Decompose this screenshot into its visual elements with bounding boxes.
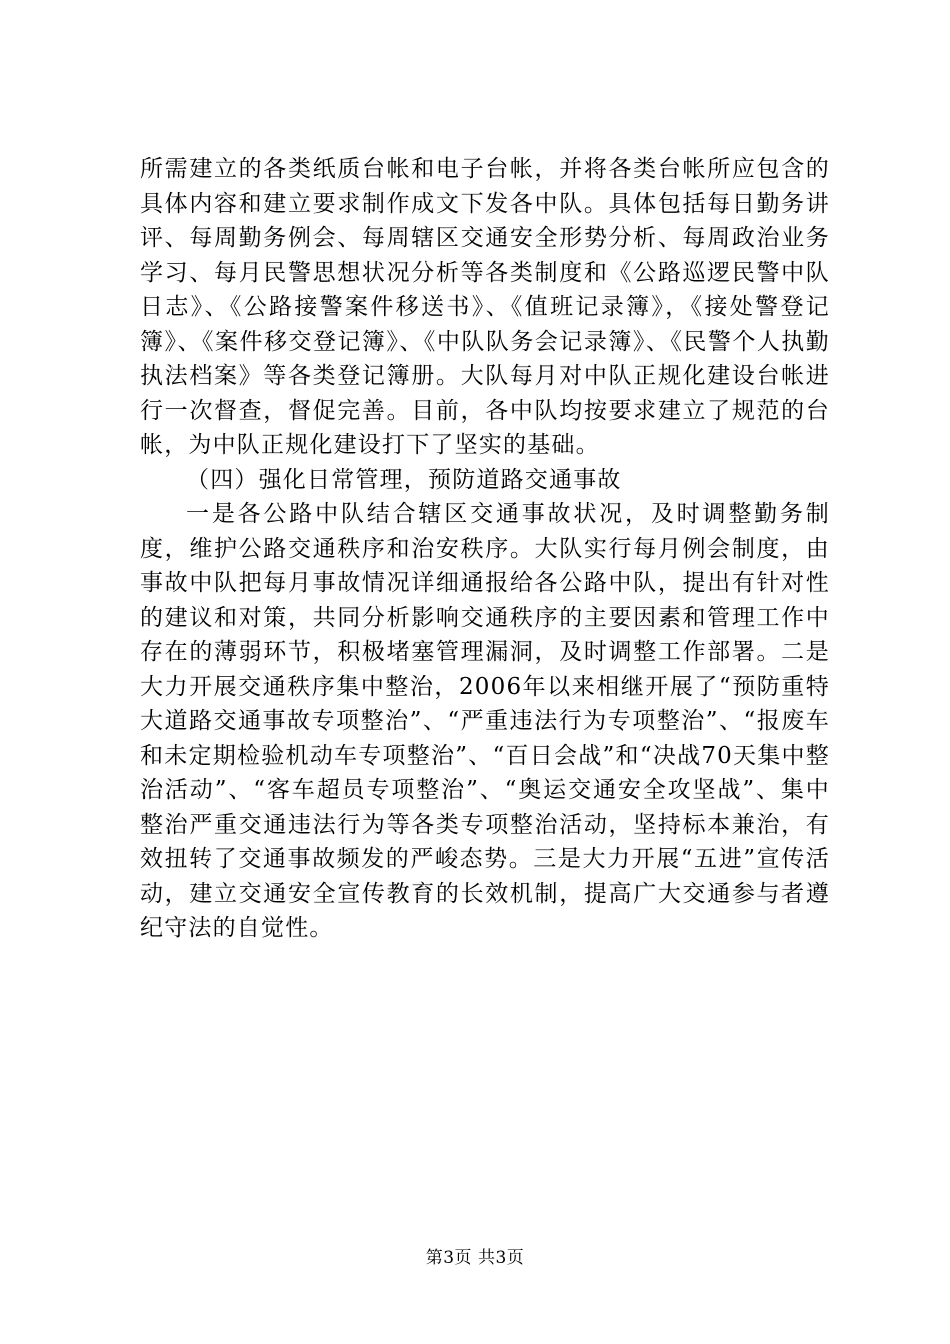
paragraph-daily-management: 一是各公路中队结合辖区交通事故状况，及时调整勤务制度，维护公路交通秩序和治安秩序。大队实行每月例会制度，由事故中队把每月事故情况详细通报给各公路中队，提出有针对性的建议和对策，共同分析影响交通秩序的主要因素和管理工作中存在的薄弱环节，积极堵塞管理漏洞，及时调整工作部署。二是大力开展交通秩序集中整治，2006年以来相继开展了“预防重特大道路交通事故专项整治”、“严重违法行为专项整治”、“报废车和未定期检验机动车专项整治”、“百日会战”和“决战70天集中整治活动”、“客车超员专项整治”、“奥运交通安全攻坚战”、集中整治严重交通违法行为等各类专项整治活动，坚持标本兼治，有效扭转了交通事故频发的严峻态势。三是大力开展“五进”宣传活动，建立交通安全宣传教育的长效机制，提高广大交通参与者遵纪守法的自觉性。 — [140, 501, 830, 941]
document-body — [140, 152, 830, 946]
page-footer: 第3页 共3页 — [425, 1248, 525, 1268]
paragraph-ledger-details: 所需建立的各类纸质台帐和电子台帐，并将各类台帐所应包含的具体内容和建立要求制作成文下发各中队。具体包括每日勤务讲评、每周勤务例会、每周辖区交通安全形势分析、每周政治业务学习、每月民警思想状况分析等各类制度和《公路巡逻民警中队日志》、《公路接警案件移送书》、《值班记录簿》，《接处警登记簿》、《案件移交登记簿》、《中队队务会记录簿》、《民警个人执勤执法档案》等各类登记簿册。大队每月对中队正规化建设台帐进行一次督查，督促完善。目前，各中队均按要求建立了规范的台帐，为中队正规化建设打下了坚实的基础。 — [140, 156, 830, 458]
section-heading-four: （四）强化日常管理，预防道路交通事故 — [186, 466, 622, 493]
